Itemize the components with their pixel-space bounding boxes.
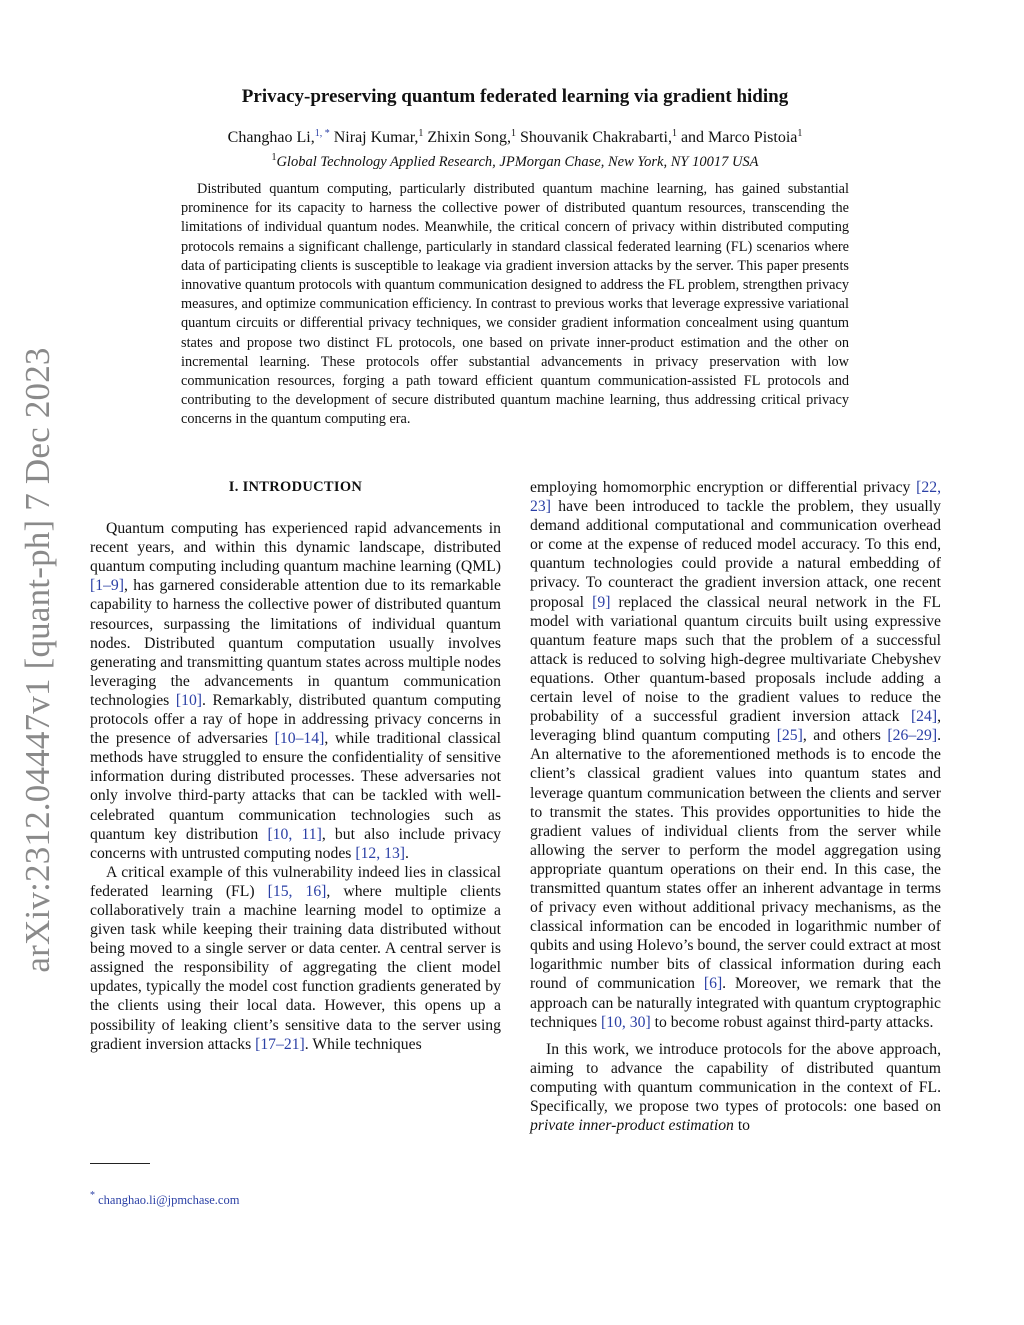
- citation-link[interactable]: [17–21]: [255, 1035, 305, 1053]
- intro-paragraph-1: [90, 519, 501, 863]
- paper-title: Privacy-preserving quantum federated learning via gradient hiding: [241, 86, 789, 107]
- citation-link[interactable]: [10, 11]: [267, 825, 322, 843]
- text-run: have been introduced to tackle the problem, they usually demand additional computational and communication overhead or come at the expense of reduced model accuracy. To this end, quantum technologies could provide a natural embedding of privacy. To counteract the gradient inversion attack, one recent proposal: [530, 498, 941, 611]
- author-name: Zhixin Song,: [427, 129, 511, 146]
- affiliation-mark: 1: [271, 152, 277, 163]
- right-column: [530, 478, 941, 1135]
- text-run: to become robust against third-party attacks.: [650, 1013, 934, 1031]
- text-run: Quantum computing has experienced rapid advancements in recent years, and within this dynamic landscape, distributed quantum computing including quantum machine learning (QML): [90, 520, 501, 576]
- author-name: and Marco Pistoia: [680, 129, 798, 146]
- text-run: .: [405, 844, 409, 862]
- text-run: , and others: [802, 727, 888, 745]
- citation-link[interactable]: [25]: [776, 727, 803, 745]
- text-run: employing homomorphic encryption or differential privacy: [530, 479, 917, 496]
- text-run: , where multiple clients collaboratively train a machine learning model to optimize a given task while keeping their training data distributed without being moved to a single server or data center. A central server is assigned the responsibility of aggregating the client model updates, typically the model cost function gradients generated by the clients using their local data. However, this opens up a possibility of leaking client’s sensitive data to the server using gradient inversion attacks: [90, 882, 502, 1053]
- citation-link[interactable]: [6]: [703, 975, 723, 993]
- intro-paragraph-3: [530, 478, 941, 1032]
- author-affil-mark: 1, *: [314, 128, 330, 139]
- text-run: . Remarkably, distributed quantum computing protocols offer a ray of hope in addressing privacy concerns in the presence of adversaries: [90, 691, 501, 748]
- abstract: Distributed quantum computing, particularly distributed quantum machine learning, has gained substantial prominence for its capacity to harness the collective power of distributed quantum resources, transcending the limitations of individual quantum nodes. Meanwhile, the critical concern of privacy within distributed computing protocols remains a significant challenge, particularly in standard classical federated learning (FL) scenarios where data of participating clients is susceptible to leakage via gradient inversion attacks by the server. This paper presents innovative quantum protocols with quantum communication designed to address the FL problem, strengthen privacy measures, and optimize communication efficiency. In contrast to previous works that leverage expressive variational quantum circuits or differential privacy techniques, we consider gradient information concealment using quantum states and propose two distinct FL protocols, one based on private inner-product estimation and the other on incremental learning. These protocols offer substantial advancements in privacy preservation with low communication resources, forging a path toward efficient quantum communication-assisted FL protocols and contributing to the development of secure distributed quantum machine learning, thus addressing critical privacy concerns in the quantum computing era.: [181, 181, 849, 428]
- citation-link[interactable]: [12, 13]: [355, 844, 406, 862]
- author-name: Changhao Li,: [227, 129, 315, 146]
- text-run: . While techniques: [304, 1035, 422, 1053]
- citation-link[interactable]: [10]: [175, 691, 203, 709]
- text-run: . An alternative to the aforementioned methods is to encode the client’s classical gradient values into quantum states and leverage quantum communication between the clients and server to transmit the states. This provides opportunities to hide the gradient values of individual clients from the server while allowing the server to perform the model aggregation using appropriate quantum operations on their end. In this case, the transmitted quantum states offer an inherent advantage in terms of privacy even without additional privacy mechanisms, as the classical information can be encoded in logarithmic number of qubits and using Holevo’s bound, the server could extract at most logarithmic number bits of classical information during each round of communication: [530, 727, 941, 993]
- author-name: Niraj Kumar,: [333, 129, 419, 146]
- text-run: , leveraging blind quantum computing: [530, 708, 941, 745]
- text-run: , but also include privacy concerns with untrusted computing nodes: [90, 825, 502, 862]
- intro-paragraph-2: [90, 863, 501, 1054]
- citation-link[interactable]: [10–14]: [274, 730, 325, 748]
- footnote: [90, 1190, 239, 1208]
- author-affil-mark: 1: [510, 128, 516, 139]
- author-list: [130, 128, 900, 147]
- citation-link[interactable]: [26–29]: [887, 727, 938, 745]
- author-affil-mark: 1: [418, 128, 424, 139]
- section-heading: I. INTRODUCTION: [228, 479, 363, 495]
- author-affil-mark: 1: [797, 128, 803, 139]
- text-run: replaced the classical neural network in the FL model with variational quantum circuits built using expressive quantum feature maps such that the problem of a successful attack is reduced to solving high-degree multivariate Chebyshev equations. Other quantum-based proposals include adding a certain level of noise to the gradient values to reduce the probability of a successful gradient inversion attack: [530, 593, 941, 726]
- emphasis-text: private inner-product estimation: [530, 1117, 734, 1135]
- author-email-link[interactable]: changhao.li@jpmchase.com: [98, 1193, 240, 1207]
- citation-link[interactable]: [24]: [910, 708, 938, 726]
- text-run: In this work, we introduce protocols for the above approach, aiming to advance the capability of distributed quantum computing with quantum communication in the context of FL. Specifically, we propose two types of protocols: one based on: [530, 1040, 941, 1115]
- left-column: [90, 478, 501, 1054]
- affiliation: [130, 152, 900, 171]
- citation-link[interactable]: [22, 23]: [530, 479, 941, 516]
- citation-link[interactable]: [1–9]: [90, 577, 124, 595]
- text-run: , has garnered considerable attention due to its remarkable capability to harness the collective power of distributed quantum resources, surpassing the limitations of individual quantum nodes. Distributed quantum computation usually involves generating and transmitting quantum states across multiple nodes leveraging the advancements in quantum communication technologies: [90, 577, 501, 709]
- arxiv-sidebar-stamp: [14, 330, 62, 990]
- citation-link[interactable]: [15, 16]: [267, 882, 327, 900]
- citation-link[interactable]: [10, 30]: [601, 1013, 651, 1031]
- footnote-mark: *: [90, 1190, 95, 1201]
- author-affil-mark: 1: [671, 128, 677, 139]
- intro-paragraph-4: [530, 1040, 941, 1135]
- text-run: to: [733, 1117, 751, 1135]
- arxiv-identifier: arXiv:2312.04447v1 [quant-ph] 7 Dec 2023: [18, 347, 57, 973]
- citation-link[interactable]: [9]: [592, 593, 611, 611]
- footnote-rule: [90, 1163, 150, 1164]
- affiliation-text: Global Technology Applied Research, JPMorgan Chase, New York, NY 10017 USA: [276, 154, 759, 170]
- text-run: . Moreover, we remark that the approach can be naturally integrated with quantum cryptographic techniques: [530, 975, 941, 1031]
- text-run: A critical example of this vulnerability indeed lies in classical federated learning (FL): [90, 863, 501, 900]
- author-name: Shouvanik Chakrabarti,: [519, 129, 672, 146]
- text-run: , while traditional classical methods have struggled to ensure the confidentiality of sensitive information during distributed processes. These adversaries not only involve third-party attacks that can be tackled with well-celebrated quantum communication technologies such as quantum key distribution: [90, 730, 501, 843]
